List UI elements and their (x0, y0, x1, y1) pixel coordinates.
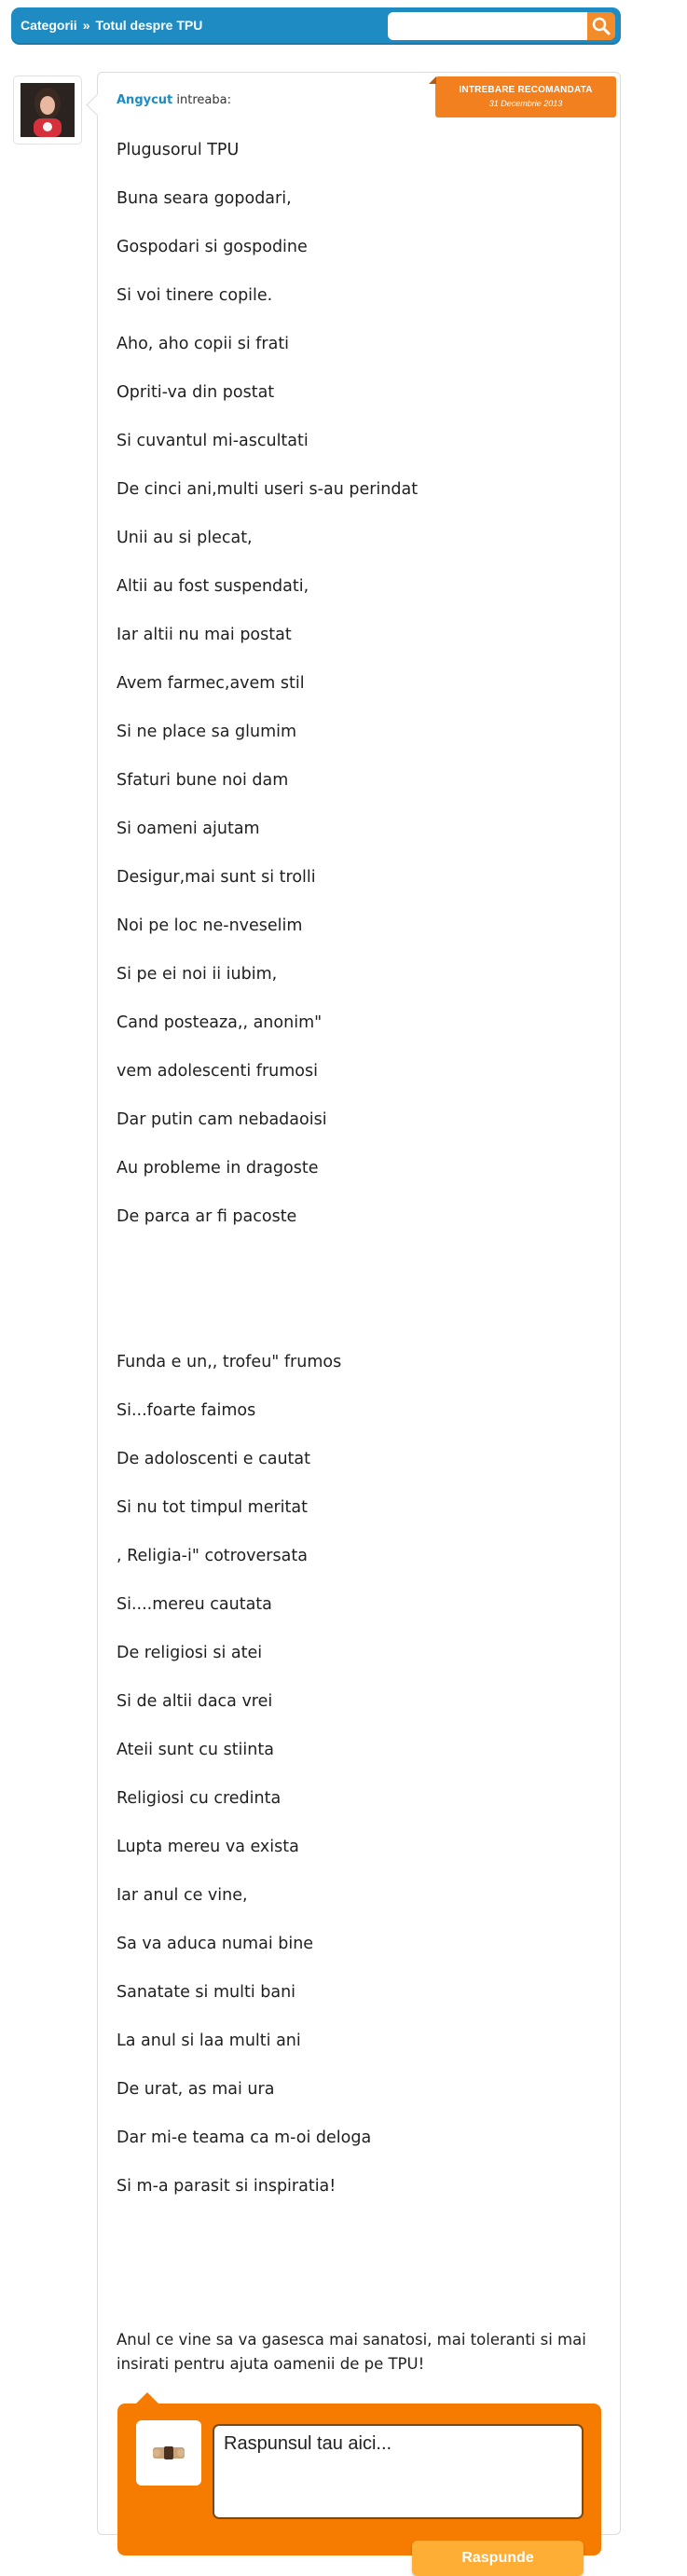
search-input[interactable] (388, 12, 587, 40)
poem-line: Dar mi-e teama ca m-oi deloga (117, 2128, 372, 2147)
category-bar (11, 7, 621, 45)
closing-paragraph: Anul ce vine sa va gasesca mai sanatosi, mai toleranti si mai insirati pentru ajuta oamenii de pe TPU! (117, 2331, 586, 2373)
avatar-photo (21, 83, 75, 137)
poem-blank-line (117, 1289, 601, 1338)
question-box (97, 72, 621, 2566)
poem-line: Lupta mereu va exista (117, 1838, 299, 1856)
poem-line: La anul si laa multi ani (117, 2032, 301, 2050)
author-verb: intreaba: (176, 93, 231, 107)
poem-line: Si voi tinere copile. (117, 286, 273, 305)
breadcrumb-current-category[interactable]: Totul despre TPU (95, 18, 203, 33)
poem-line: Au probleme in dragoste (117, 1159, 319, 1178)
answer-input[interactable] (213, 2424, 584, 2519)
poem-line: Cand posteaza,, anonim" (117, 1013, 323, 1032)
search-button[interactable] (587, 12, 615, 40)
poem-line: De religiosi si atei (117, 1644, 263, 1662)
poem-line: Dar putin cam nebadaoisi (117, 1110, 327, 1129)
poem-line: Ateii sunt cu stiinta (117, 1741, 274, 1759)
badge-fold (429, 76, 436, 84)
answerer-avatar (136, 2420, 201, 2486)
author-avatar-frame[interactable] (13, 76, 82, 145)
poem-line: Sanatate si multi bani (117, 1983, 296, 2002)
poem-line: Si pe ei noi ii iubim, (117, 965, 278, 984)
author-link[interactable]: Angycut (117, 93, 173, 107)
submit-answer-button[interactable]: Raspunde (412, 2541, 584, 2576)
poem-line: Noi pe loc ne-nveselim (117, 916, 303, 935)
answer-box-arrow (136, 2392, 158, 2404)
poem-line: Altii au fost suspendati, (117, 577, 309, 596)
author-avatar[interactable] (21, 83, 75, 137)
poem-blank-line (117, 1241, 601, 1289)
poem-line: Si m-a parasit si inspiratia! (117, 2177, 337, 2196)
poem-line: Si ne place sa glumim (117, 723, 297, 741)
poem-line: Si nu tot timpul meritat (117, 1498, 308, 1517)
poem-line: Iar altii nu mai postat (117, 626, 292, 644)
poem-line: Religiosi cu credinta (117, 1789, 282, 1808)
poem-line: Iar anul ce vine, (117, 1886, 248, 1905)
recommended-badge (435, 76, 616, 117)
magnifier-icon (587, 12, 615, 40)
poem-line: Funda e un,, trofeu" frumos (117, 1353, 342, 1371)
question-body (117, 126, 601, 2211)
breadcrumb (21, 18, 202, 33)
poem-line: De adoloscenti e cautat (117, 1450, 311, 1468)
poem-line: Si....mereu cautata (117, 1595, 272, 1614)
poem-line: Si...foarte faimos (117, 1401, 256, 1420)
poem-line: De urat, as mai ura (117, 2080, 275, 2099)
poem-line: Si de altii daca vrei (117, 1692, 273, 1711)
answer-box (117, 2404, 601, 2566)
poem-line: Desigur,mai sunt si trolli (117, 868, 316, 887)
poem-line: Gospodari si gospodine (117, 238, 308, 256)
poem-line: Sfaturi bune noi dam (117, 771, 289, 790)
badge-title: INTREBARE RECOMANDATA (459, 85, 593, 95)
poem-line: Aho, aho copii si frati (117, 335, 290, 353)
breadcrumb-separator: » (82, 18, 90, 33)
poem-line: Opriti-va din postat (117, 383, 275, 402)
poem-line: Unii au si plecat, (117, 529, 253, 547)
poem-line: vem adolescenti frumosi (117, 1062, 318, 1081)
poem-line: , Religia-i" cotroversata (117, 1547, 308, 1565)
poem-line: Si oameni ajutam (117, 820, 260, 838)
breadcrumb-categories-link[interactable]: Categorii (21, 18, 77, 33)
poem-line: Si cuvantul mi-ascultati (117, 432, 309, 450)
poem-line: Plugusorul TPU (117, 141, 240, 159)
answerer-avatar-icon (136, 2420, 201, 2486)
author-line (117, 93, 231, 107)
poem-line: Buna seara gopodari, (117, 189, 292, 208)
badge-date: 31 Decembrie 2013 (488, 99, 563, 108)
poem-line: Sa va aduca numai bine (117, 1935, 314, 1953)
poem-line: De cinci ani,multi useri s-au perindat (117, 480, 419, 499)
poem-line: Avem farmec,avem stil (117, 674, 305, 693)
speech-tail (86, 93, 108, 116)
poem-line: De parca ar fi pacoste (117, 1207, 297, 1226)
